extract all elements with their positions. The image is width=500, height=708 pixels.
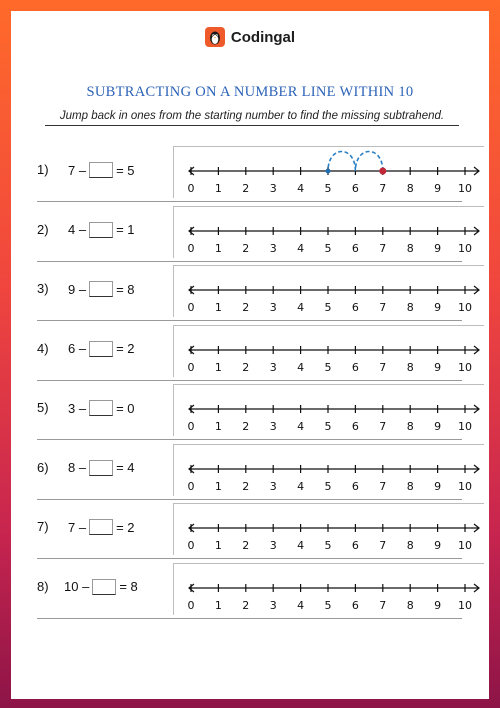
tick-label: 4 — [297, 182, 305, 195]
tick-label: 5 — [324, 360, 332, 374]
tick-label: 9 — [434, 479, 442, 493]
footer-line-2: worksheets — [424, 684, 473, 694]
tick-label: 8 — [406, 360, 414, 374]
question-row — [37, 145, 472, 202]
tick-label: 4 — [297, 539, 305, 552]
number-line — [174, 445, 485, 497]
answer-blank[interactable] — [89, 162, 113, 178]
end-dot — [326, 169, 331, 174]
number-line-box — [173, 503, 484, 555]
question-row — [37, 383, 472, 440]
footer-line-1: TOP — [440, 676, 457, 685]
number-line — [174, 326, 485, 378]
tick-label: 2 — [242, 539, 250, 552]
tick-label: 3 — [269, 420, 277, 433]
number-line-box — [173, 325, 484, 377]
tick-label: 0 — [187, 479, 195, 493]
equation-result: = 5 — [116, 162, 135, 178]
number-line-box — [173, 146, 484, 198]
tick-label: 1 — [214, 539, 222, 552]
equation — [64, 579, 138, 595]
number-line-box — [173, 384, 484, 436]
tick-label: 6 — [351, 539, 359, 552]
tick-label: 4 — [297, 241, 305, 255]
tick-label: 9 — [434, 360, 442, 374]
tick-label: 8 — [406, 301, 414, 314]
tick-label: 0 — [187, 598, 195, 612]
penguin-icon — [205, 27, 225, 47]
question-number: 3) — [37, 281, 49, 296]
equation-minuend: 7 – — [68, 519, 87, 535]
tick-label: 3 — [269, 241, 277, 255]
brand-header — [11, 27, 489, 47]
worksheet-instructions: Jump back in ones from the starting number to find the missing subtrahend. — [45, 110, 459, 126]
tick-label: 5 — [324, 241, 332, 255]
tick-label: 1 — [214, 598, 222, 612]
tick-label: 8 — [406, 479, 414, 493]
equation-minuend: 3 – — [68, 400, 87, 416]
tick-label: 2 — [242, 598, 250, 612]
equation — [68, 281, 135, 297]
number-line — [174, 266, 485, 318]
tick-label: 0 — [187, 420, 195, 433]
tick-label: 1 — [214, 479, 222, 493]
tick-label: 4 — [297, 360, 305, 374]
number-line-box — [173, 444, 484, 496]
tick-label: 3 — [269, 539, 277, 552]
question-row — [37, 502, 472, 559]
tick-label: 1 — [214, 301, 222, 314]
question-number: 1) — [37, 162, 49, 177]
tick-label: 4 — [297, 301, 305, 314]
tick-label: 6 — [351, 479, 359, 493]
tick-label: 2 — [242, 182, 250, 195]
tick-label: 4 — [297, 479, 305, 493]
tick-label: 1 — [214, 420, 222, 433]
equation-result: = 2 — [116, 341, 135, 356]
tick-label: 6 — [351, 301, 359, 314]
answer-blank[interactable] — [89, 222, 113, 238]
number-line — [174, 504, 485, 556]
tick-label: 10 — [458, 301, 472, 314]
tick-label: 9 — [434, 182, 442, 195]
tick-label: 7 — [379, 301, 387, 314]
tick-label: 5 — [324, 420, 332, 433]
equation — [68, 341, 135, 357]
tick-label: 3 — [269, 360, 277, 374]
question-number: 8) — [37, 578, 49, 594]
equation-minuend: 10 – — [64, 579, 90, 594]
tick-label: 7 — [379, 360, 387, 374]
answer-blank[interactable] — [89, 400, 113, 416]
tick-label: 9 — [434, 539, 442, 552]
jump-arc — [328, 152, 355, 172]
tick-label: 0 — [187, 539, 195, 552]
tick-label: 5 — [324, 539, 332, 552]
tick-label: 7 — [379, 598, 387, 612]
answer-blank[interactable] — [89, 519, 113, 535]
tick-label: 6 — [351, 241, 359, 255]
tick-label: 9 — [434, 598, 442, 612]
tick-label: 0 — [187, 301, 195, 314]
tick-label: 1 — [214, 360, 222, 374]
tick-label: 6 — [351, 182, 359, 195]
equation-minuend: 7 – — [68, 162, 87, 178]
jump-arc — [355, 152, 382, 172]
number-line — [174, 207, 485, 259]
equation-minuend: 8 – — [68, 460, 87, 475]
tick-label: 7 — [379, 241, 387, 255]
tick-label: 10 — [458, 598, 472, 612]
equation-result: = 0 — [116, 400, 135, 416]
tick-label: 3 — [269, 479, 277, 493]
tick-label: 4 — [297, 420, 305, 433]
equation-minuend: 6 – — [68, 341, 87, 356]
tick-label: 10 — [458, 539, 472, 552]
number-line-box — [173, 206, 484, 258]
number-line — [174, 385, 485, 437]
question-row — [37, 443, 472, 500]
number-line-box — [173, 265, 484, 317]
tick-label: 8 — [406, 182, 414, 195]
tick-label: 9 — [434, 241, 442, 255]
tick-label: 7 — [379, 182, 387, 195]
tick-label: 2 — [242, 301, 250, 314]
tick-label: 1 — [214, 241, 222, 255]
tick-label: 10 — [458, 479, 472, 493]
tick-label: 8 — [406, 539, 414, 552]
tick-label: 6 — [351, 360, 359, 374]
question-row — [37, 324, 472, 381]
tick-label: 5 — [324, 598, 332, 612]
brand-name: Codingal — [230, 28, 296, 46]
tick-label: 2 — [242, 479, 250, 493]
tick-label: 10 — [458, 420, 472, 433]
tick-label: 3 — [269, 301, 277, 314]
start-dot — [379, 168, 386, 175]
equation — [68, 222, 135, 238]
equation-result: = 4 — [116, 460, 135, 475]
tick-label: 10 — [458, 360, 472, 374]
equation — [68, 519, 135, 535]
answer-blank[interactable] — [89, 281, 113, 297]
equation-result: = 1 — [116, 222, 135, 237]
question-number: 7) — [37, 519, 49, 534]
tick-label: 7 — [379, 479, 387, 493]
question-row — [37, 562, 472, 619]
tick-label: 8 — [406, 420, 414, 433]
tick-label: 10 — [458, 182, 472, 195]
tick-label: 0 — [187, 360, 195, 374]
answer-blank[interactable] — [92, 579, 116, 595]
number-line — [174, 147, 485, 199]
tick-label: 2 — [242, 241, 250, 255]
answer-blank[interactable] — [89, 460, 113, 476]
tick-label: 2 — [242, 420, 250, 433]
worksheet-title: SUBTRACTING ON A NUMBER LINE WITHIN 10 — [86, 84, 414, 100]
question-number: 6) — [37, 459, 49, 475]
tick-label: 4 — [297, 598, 305, 612]
question-number: 2) — [37, 221, 49, 237]
worksheet — [11, 11, 489, 699]
tick-label: 5 — [324, 182, 332, 195]
footer-logo — [424, 677, 473, 693]
tick-label: 6 — [351, 420, 359, 433]
question-row — [37, 205, 472, 262]
tick-label: 9 — [434, 420, 442, 433]
question-row — [37, 264, 472, 321]
tick-label: 10 — [458, 241, 472, 255]
equation — [68, 460, 135, 476]
tick-label: 8 — [406, 598, 414, 612]
tick-label: 2 — [242, 360, 250, 374]
tick-label: 1 — [214, 182, 222, 195]
tick-label: 0 — [187, 241, 195, 255]
equation-minuend: 9 – — [68, 281, 87, 297]
tick-label: 7 — [379, 420, 387, 433]
equation-minuend: 4 – — [68, 222, 87, 237]
question-number: 5) — [37, 400, 49, 415]
tick-label: 3 — [269, 182, 277, 195]
tick-label: 5 — [324, 301, 332, 314]
answer-blank[interactable] — [89, 341, 113, 357]
tick-label: 8 — [406, 241, 414, 255]
equation-result: = 8 — [119, 579, 138, 594]
tick-label: 9 — [434, 301, 442, 314]
tick-label: 7 — [379, 539, 387, 552]
tick-label: 6 — [351, 598, 359, 612]
number-line — [174, 564, 485, 616]
equation — [68, 162, 135, 178]
equation-result: = 8 — [116, 281, 135, 297]
tick-label: 5 — [324, 479, 332, 493]
question-number: 4) — [37, 340, 49, 356]
number-line-box — [173, 563, 484, 615]
equation — [68, 400, 135, 416]
tick-label: 0 — [187, 182, 195, 195]
equation-result: = 2 — [116, 519, 135, 535]
tick-label: 3 — [269, 598, 277, 612]
